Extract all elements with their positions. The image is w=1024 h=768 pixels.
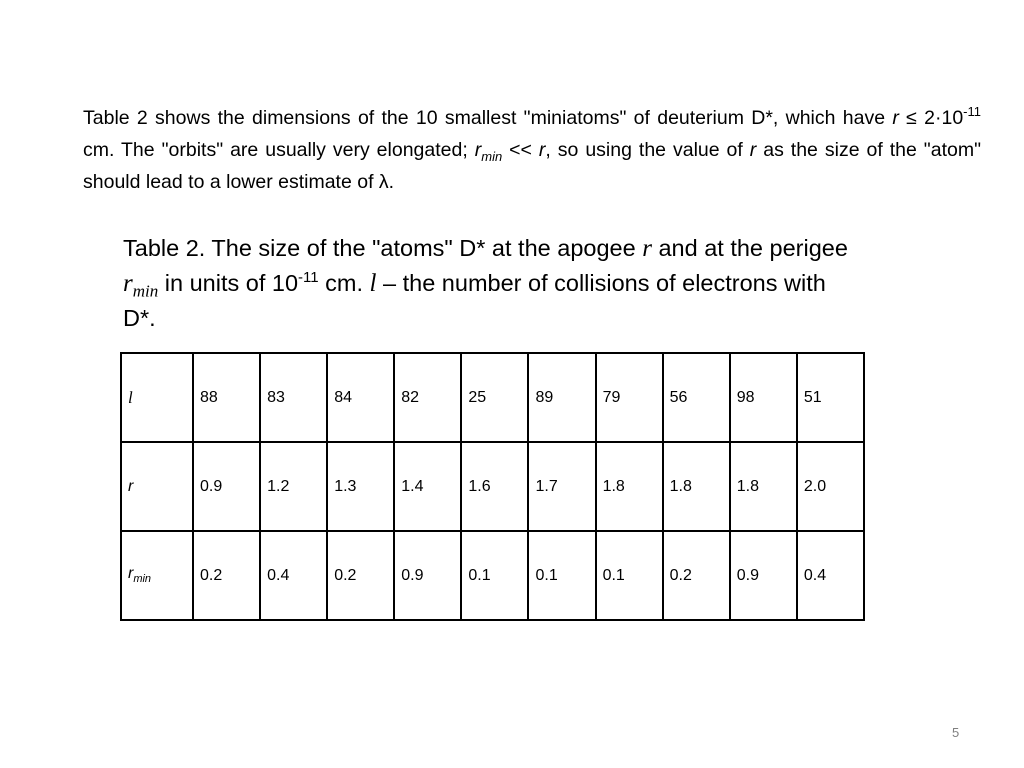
- row-header: [121, 353, 193, 442]
- table-cell: 84: [327, 353, 394, 442]
- table-cell: 1.4: [394, 442, 461, 531]
- row-header-label: r: [128, 477, 134, 495]
- intro-paragraph: [83, 102, 981, 198]
- table-cell: 1.8: [596, 442, 663, 531]
- table-cell: 0.2: [193, 531, 260, 620]
- intro-text-4: <<: [502, 139, 539, 161]
- caption-sub-min: min: [132, 281, 159, 301]
- caption-var-r-min: r: [123, 270, 133, 297]
- caption-var-r: r: [642, 235, 652, 262]
- table-cell: 0.1: [461, 531, 528, 620]
- intro-exponent: -11: [963, 103, 981, 119]
- row-header: [121, 531, 193, 620]
- page-number: 5: [952, 725, 960, 740]
- intro-var-r-3: r: [749, 139, 757, 161]
- table-cell: 1.7: [528, 442, 595, 531]
- intro-sub-min: min: [481, 148, 503, 164]
- table-cell: 0.2: [663, 531, 730, 620]
- intro-text-6: as the size of the "atom" should lead to a lower estimate of λ.: [83, 139, 981, 193]
- intro-text-1: Table 2 shows the dimensions of the 10 smallest "miniatoms" of deuterium D*, which have: [83, 107, 893, 129]
- table-cell: 51: [797, 353, 864, 442]
- intro-var-r-min: r: [474, 139, 482, 161]
- caption-var-l: l: [369, 270, 377, 297]
- table-cell: 25: [461, 353, 528, 442]
- table-row: [121, 531, 864, 620]
- caption-text-2: and at the perigee: [651, 235, 848, 261]
- table-caption: [123, 231, 863, 335]
- table-cell: 1.8: [730, 442, 797, 531]
- table-cell: 0.1: [528, 531, 595, 620]
- row-header: [121, 442, 193, 531]
- table-cell: 0.4: [797, 531, 864, 620]
- table-cell: 79: [596, 353, 663, 442]
- row-header-label: l: [128, 387, 133, 407]
- table-body: [121, 353, 864, 620]
- caption-exponent: -11: [298, 269, 319, 287]
- table-cell: 0.1: [596, 531, 663, 620]
- table-cell: 88: [193, 353, 260, 442]
- table-cell: 0.9: [394, 531, 461, 620]
- intro-text-5: , so using the value of: [545, 139, 750, 161]
- table-cell: 0.9: [730, 531, 797, 620]
- table-cell: 1.2: [260, 442, 327, 531]
- caption-text-3: in units of 10: [158, 270, 299, 296]
- table-cell: 1.8: [663, 442, 730, 531]
- table-cell: 2.0: [797, 442, 864, 531]
- table-cell: 98: [730, 353, 797, 442]
- table-cell: 1.3: [327, 442, 394, 531]
- data-table: [120, 352, 865, 621]
- caption-text-4: cm.: [318, 270, 370, 296]
- table-cell: 1.6: [461, 442, 528, 531]
- table-cell: 0.4: [260, 531, 327, 620]
- caption-text-5: – the number of collisions of electrons with D*.: [123, 270, 826, 331]
- table-row: [121, 353, 864, 442]
- table-cell: 82: [394, 353, 461, 442]
- table-cell: 83: [260, 353, 327, 442]
- table-cell: 56: [663, 353, 730, 442]
- intro-text-2: ≤ 2·10: [898, 107, 964, 129]
- table-row: [121, 442, 864, 531]
- intro-text-3: cm. The "orbits" are usually very elongated;: [83, 139, 475, 161]
- caption-text-1: Table 2. The size of the "atoms" D* at the apogee: [123, 235, 643, 261]
- intro-var-r-2: r: [538, 139, 546, 161]
- intro-var-r: r: [892, 107, 899, 129]
- table-cell: 89: [528, 353, 595, 442]
- row-header-label: r: [128, 565, 134, 583]
- table-cell: 0.9: [193, 442, 260, 531]
- table-cell: 0.2: [327, 531, 394, 620]
- row-header-subscript: min: [133, 573, 152, 586]
